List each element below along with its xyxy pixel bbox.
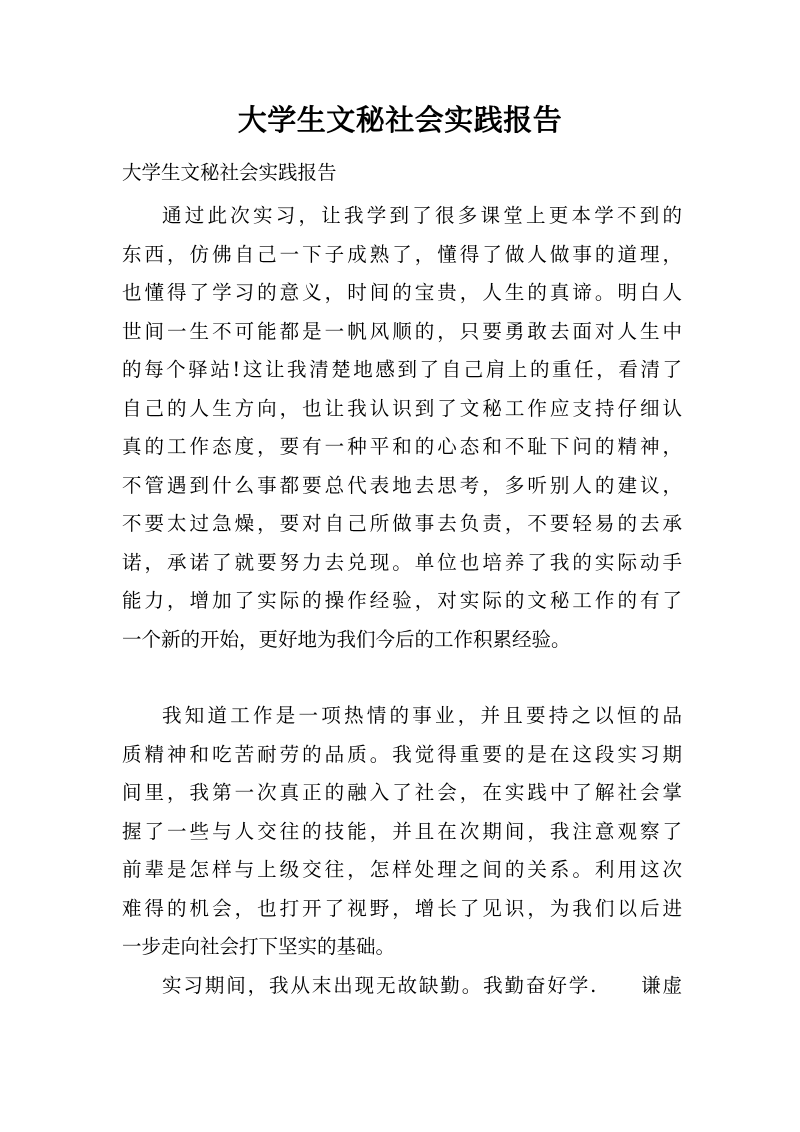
paragraph-line: 不管遇到什么事都要总代表地去思考，多听别人的建议，: [122, 473, 682, 497]
paragraph-line: 的每个驿站!这让我清楚地感到了自己肩上的重任，看清了: [122, 358, 682, 381]
paragraph-line: 前辈是怎样与上级交往，怎样处理之间的关系。利用这次: [122, 858, 682, 881]
paragraph-line: 质精神和吃苦耐劳的品质。我觉得重要的是在这段实习期: [122, 742, 682, 766]
paragraph-line: 通过此次实习，让我学到了很多课堂上更本学不到的: [162, 204, 682, 227]
paragraph-line: 一步走向社会打下坚实的基础。: [122, 935, 396, 958]
paragraph-line: 我知道工作是一项热情的事业，并且要持之以恒的品: [162, 704, 682, 727]
paragraph-line: 能力，增加了实际的操作经验，对实际的文秘工作的有了: [122, 589, 682, 612]
paragraph-line: 难得的机会，也打开了视野，增长了见识，为我们以后进: [122, 896, 682, 920]
paragraph-line: 实习期间，我从末出现无故缺勤。我勤奋好学. 谦虚: [162, 974, 682, 997]
document-subtitle: 大学生文秘社会实践报告: [122, 161, 337, 184]
paragraph-line: 握了一些与人交往的技能，并且在次期间，我注意观察了: [122, 819, 682, 843]
paragraph-line: 间里，我第一次真正的融入了社会，在实践中了解社会掌: [122, 781, 682, 804]
paragraph-line: 真的工作态度，要有一种平和的心态和不耻下问的精神，: [122, 435, 682, 458]
document-title: 大学生文秘社会实践报告: [237, 103, 563, 137]
paragraph-3: [122, 967, 682, 1006]
paragraph-1: [122, 197, 682, 659]
paragraph-2: [122, 697, 682, 967]
paragraph-line: 诺，承诺了就要努力去兑现。单位也培养了我的实际动手: [122, 550, 682, 574]
paragraph-line: 自己的人生方向，也让我认识到了文秘工作应支持仔细认: [122, 396, 682, 420]
paragraph-line: 不要太过急燥，要对自己所做事去负责，不要轻易的去承: [122, 512, 682, 535]
paragraph-line: 也懂得了学习的意义，时间的宝贵，人生的真谛。明白人: [122, 281, 682, 304]
paragraph-line: 一个新的开始，更好地为我们今后的工作积累经验。: [122, 627, 571, 651]
paragraph-line: 东西，仿佛自己一下子成熟了，懂得了做人做事的道理，: [122, 242, 682, 266]
paragraph-line: 世间一生不可能都是一帆风顺的，只要勇敢去面对人生中: [122, 319, 682, 343]
